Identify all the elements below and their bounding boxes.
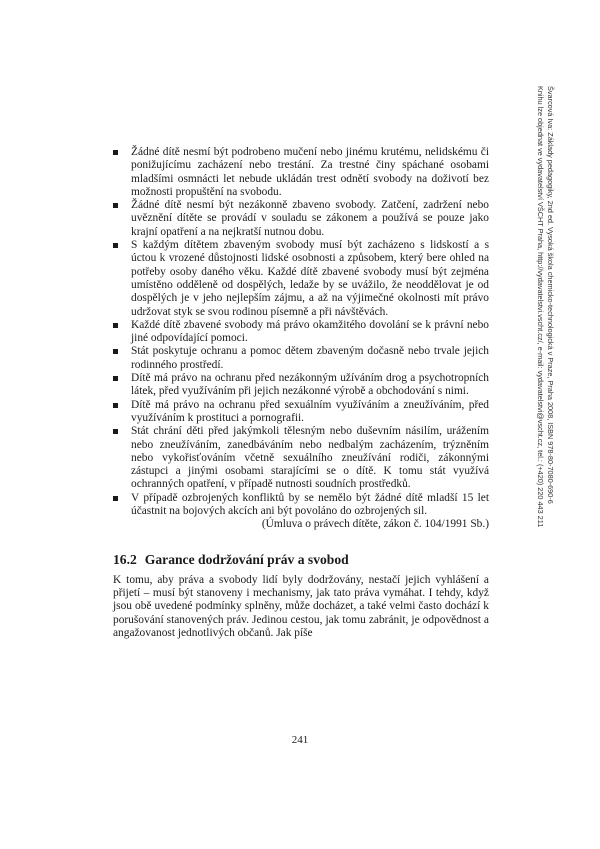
square-bullet-icon (113, 323, 118, 328)
list-item-text: Dítě má právo na ochranu před nezákonným užíváním drog a psychotropních látek, před využíváním při jejich nezákonné výrobě a obchodování s nimi. (131, 372, 489, 398)
list-item (113, 399, 489, 426)
square-bullet-icon (113, 403, 118, 408)
section-paragraph: K tomu, aby práva a svobody lidí byly dodržovány, nestačí jejich vyhlášení a přijetí – musí být stanoveny i mechanismy, jak tato práva vymáhat. I tehdy, když jsou obě uvedené podmínky splněny, může docházet, a také velmi často dochází k porušování stanovených práv. Jedinou cestou, jak tomu zabránit, je odpovědnost a angažovanost jednotlivých občanů. Jak píše (113, 573, 489, 639)
list-item (113, 146, 489, 199)
section-heading (113, 552, 489, 568)
square-bullet-icon (113, 243, 118, 248)
page-number: 241 (291, 734, 309, 746)
bullet-list (113, 146, 489, 518)
list-item-text: Stát chrání děti před jakýmkoli tělesným nebo duševním násilím, urážením nebo zneužíváním, zanedbáváním nebo nedbalým zacházením, trýzněním nebo vykořisťováním včetně sexuálního zneužívání rodiči, zákonnými zástupci a jinými osobami starajícími se o dítě. K tomu stát využívá ochranných opatření, v případě nutnosti soudních prostředků. (131, 425, 489, 491)
square-bullet-icon (113, 349, 118, 354)
list-item-text: Stát poskytuje ochranu a pomoc dětem zbaveným dočasně nebo trvale jejich rodinného prostředí. (131, 345, 489, 371)
list-item-text: Každé dítě zbavené svobody má právo okamžitého dovolání se k právní nebo jiné odpovídající pomoci. (131, 318, 489, 345)
list-item (113, 372, 489, 399)
list-item-text: Žádné dítě nesmí být nezákonně zbaveno svobody. Zatčení, zadržení nebo uvěznění dítěte se provádí v souladu se zákonem a používá se pouze jako krajní opatření a na nejkratší nutnou dobu. (131, 199, 489, 238)
side-note-line: Švarcová Iva: Základy pedagogiky, 2nd ed. Vysoká škola chemicko-technologická v Praze, Praha 2008, ISBN 978-80-7080-690-6 (546, 86, 555, 504)
square-bullet-icon (113, 203, 118, 208)
square-bullet-icon (113, 429, 118, 434)
section-number: 16.2 (113, 551, 137, 567)
list-item (113, 425, 489, 491)
list-item-text: V případě ozbrojených konfliktů by se nemělo být žádné dítě mladší 15 let účastnit na bojových akcích ani být povoláno do ozbrojených sil. (131, 491, 489, 518)
list-item (113, 319, 489, 346)
source-citation: (Úmluva o právech dítěte, zákon č. 104/1991 Sb.) (261, 518, 489, 531)
side-note-line: Knihu lze objednat ve vydavatelství VŠCHT Praha, http://vydavatelstvi.vscht.cz/, e-mail: vydavatelstvi@vscht.cz, tel.: (+420) 220 443 211 (536, 86, 546, 528)
page-content (113, 146, 489, 640)
list-item-text: S každým dítětem zbaveným svobody musí být zacházeno s lidskostí a s úctou k vrozené důstojnosti lidské osobnosti a způsobem, který bere ohled na potřeby osoby daného věku. Každé dítě zbavené svobody musí být zejména umístěno odděleně od dospělých, ledaže by se uvážilo, že neoddělovat je od dospělých je v jeho nejlepším zájmu, a až na výjimečné okolnosti mít právo udržovat styk se svou rodinou písemně a při návštěvách. (131, 239, 489, 318)
list-item (113, 345, 489, 372)
square-bullet-icon (113, 496, 118, 501)
list-item (113, 239, 489, 319)
list-item (113, 199, 489, 239)
list-item-text: Dítě má právo na ochranu před sexuálním využíváním a zneužíváním, před využíváním k prostituci a pornografii. (131, 398, 489, 424)
square-bullet-icon (113, 150, 118, 155)
square-bullet-icon (113, 376, 118, 381)
list-item-text: Žádné dítě nesmí být podrobeno mučení nebo jinému krutému, nelidskému či ponižujícímu zacházení nebo trestání. Za trestné činy spáchané osobami mladšími osmnácti let nebude ukládán trest odnětí svobody na doživotí bez možnosti propuštění na svobodu. (131, 146, 489, 198)
section-title: Garance dodržování práv a svobod (144, 551, 349, 567)
list-item (113, 492, 489, 519)
side-note (536, 86, 555, 646)
